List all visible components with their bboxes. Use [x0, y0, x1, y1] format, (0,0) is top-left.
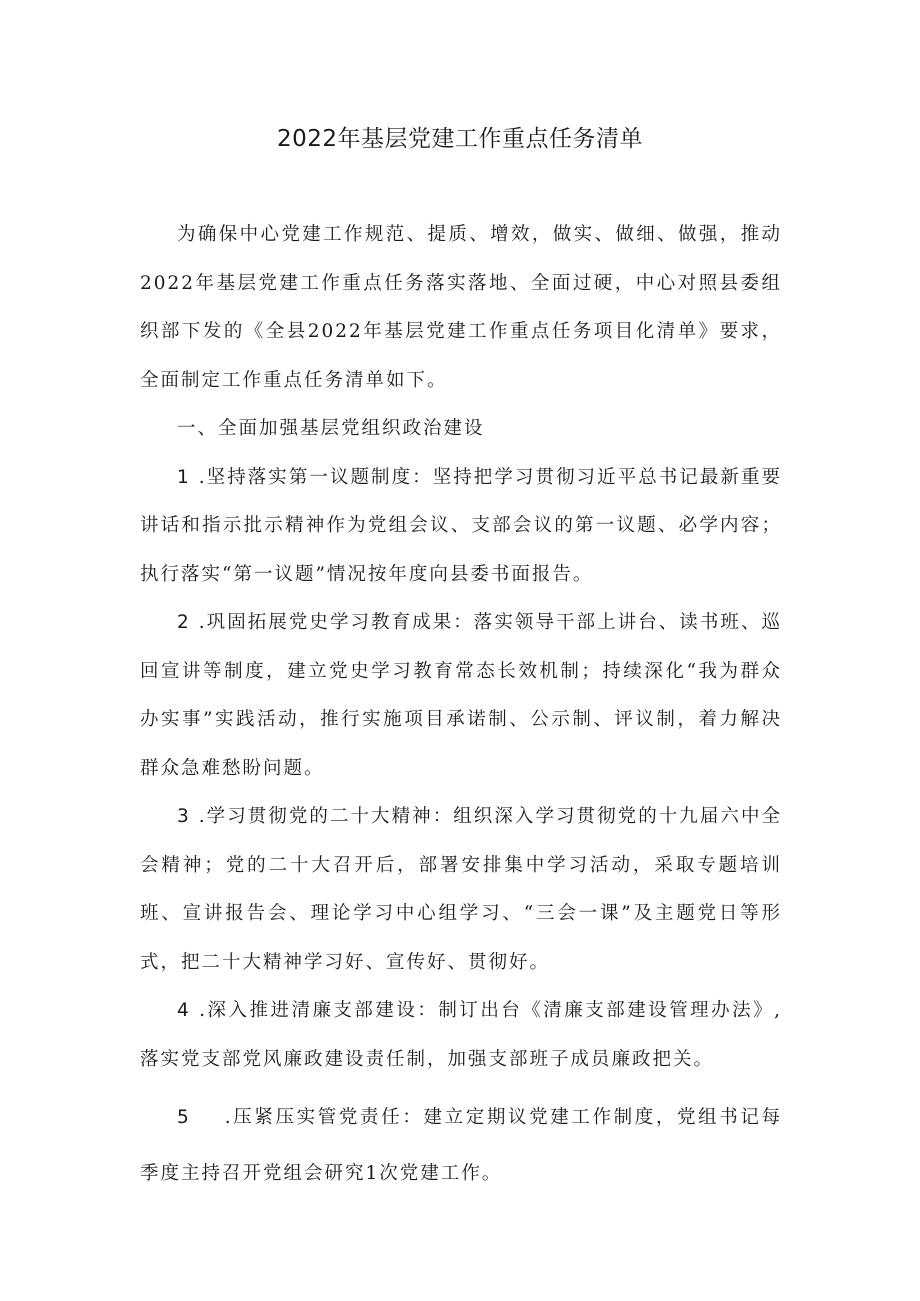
task-item-1 [140, 454, 782, 600]
document-body [140, 211, 782, 1202]
document-title: 2022年基层党建工作重点任务清单 [276, 126, 644, 152]
task-item-4 [140, 987, 782, 1084]
task-item-5 [140, 1090, 782, 1202]
task-item-3 [140, 793, 782, 987]
task-item-text: .巩固拓展党史学习教育成果：落实领导干部上讲台、读书班、巡回宣讲等制度，建立党史学习教育常态长效机制；持续深化“我为群众办实事”实践活动，推行实施项目承诺制、公示制、评议制，着力解决群众急难愁盼问题。 [140, 612, 782, 779]
section-heading: 一、全面加强基层党组织政治建设 [177, 418, 485, 439]
task-item-number: 2 [177, 612, 191, 633]
task-item-text: .学习贯彻党的二十大精神：组织深入学习贯彻党的十九届六中全会精神；党的二十大召开后，部署安排集中学习活动，采取专题培训班、宣讲报告会、理论学习中心组学习、“三会一课”及主题党日等形式，把二十大精神学习好、宣传好、贯彻好。 [140, 806, 782, 973]
task-item-text: .压紧压实管党责任：建立定期议党建工作制度，党组书记每季度主持召开党组会研究1次党建工作。 [140, 1107, 782, 1184]
task-item-number: 5 [177, 1107, 191, 1128]
task-item-text: .坚持落实第一议题制度：坚持把学习贯彻习近平总书记最新重要讲话和指示批示精神作为党组会议、支部会议的第一议题、必学内容；执行落实“第一议题”情况按年度向县委书面报告。 [140, 466, 782, 585]
task-item-number: 1 [177, 466, 191, 488]
task-item-number: 3 [177, 806, 191, 827]
task-item-number: 4 [177, 1000, 191, 1021]
intro-paragraph: 为确保中心党建工作规范、提质、增效，做实、做细、做强，推动2022年基层党建工作重点任务落实落地、全面过硬，中心对照县委组织部下发的《全县2022年基层党建工作重点任务项目化清单》要求，全面制定工作重点任务清单如下。 [140, 224, 782, 391]
task-item-text: .深入推进清廉支部建设：制订出台《清廉支部建设管理办法》,落实党支部党风廉政建设责任制，加强支部班子成员廉政把关。 [140, 1000, 782, 1070]
task-item-2 [140, 599, 782, 793]
